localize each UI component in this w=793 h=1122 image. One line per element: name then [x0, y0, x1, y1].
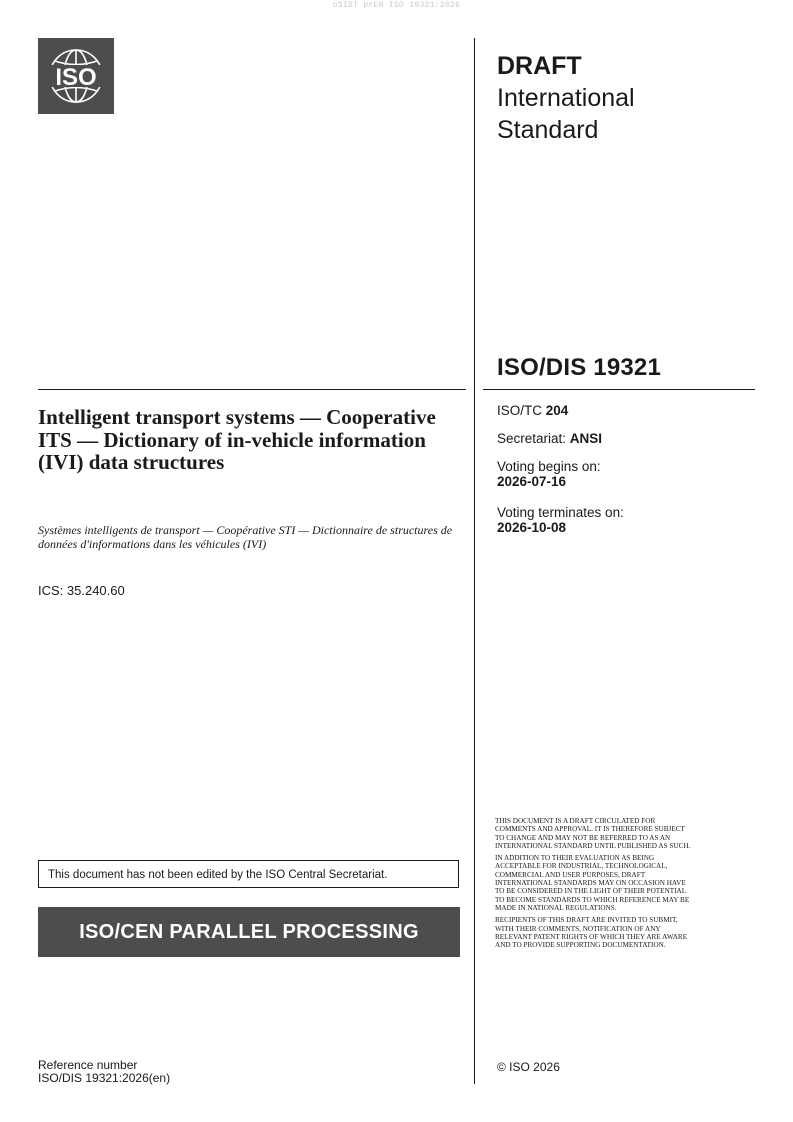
- editorial-notice: This document has not been edited by the ISO Central Secretariat.: [38, 860, 459, 888]
- tc-label: ISO/TC: [497, 403, 543, 418]
- secretariat-label: Secretariat:: [497, 431, 567, 446]
- globe-icon: [38, 38, 114, 114]
- voting-begins: [497, 459, 601, 489]
- disclaimer-paragraph: THIS DOCUMENT IS A DRAFT CIRCULATED FOR COMMENTS AND APPROVAL. IT IS THEREFORE SUBJECT TO CHANGE AND MAY NOT BE REFERRED TO AS AN INTERNATIONAL STANDARD UNTIL PUBLISHED AS SUCH.: [495, 817, 691, 850]
- voting-terminates: [497, 505, 624, 535]
- voting-terminates-date: 2026-10-08: [497, 520, 567, 535]
- title-rule-left: [38, 389, 466, 390]
- copyright-notice: © ISO 2026: [497, 1060, 560, 1074]
- draft-line-2: International: [497, 84, 635, 112]
- reference-number: [38, 1059, 170, 1085]
- reference-label: Reference number: [38, 1058, 138, 1072]
- title-rule-right: [483, 389, 755, 390]
- document-number: ISO/DIS 19321: [497, 354, 662, 381]
- disclaimer-paragraph: IN ADDITION TO THEIR EVALUATION AS BEING ACCEPTABLE FOR INDUSTRIAL, TECHNOLOGICAL, COMMERCIAL AND USER PURPOSES, DRAFT INTERNATIONAL STANDARDS MAY ON OCCASION HAVE TO BE CONSIDERED IN THE LIGHT OF THEIR POTENTIAL TO BECOME STANDARDS TO WHICH REFERENCE MAY BE MADE IN NATIONAL REGULATIONS.: [495, 854, 690, 912]
- draft-line-3: Standard: [497, 116, 599, 144]
- iso-logo: [38, 38, 114, 114]
- secretariat: [497, 431, 602, 446]
- voting-begins-label: Voting begins on:: [497, 459, 601, 474]
- voting-terminates-label: Voting terminates on:: [497, 505, 624, 520]
- voting-begins-date: 2026-07-16: [497, 474, 567, 489]
- secretariat-value: ANSI: [569, 431, 603, 446]
- reference-value: ISO/DIS 19321:2026(en): [38, 1071, 171, 1085]
- disclaimer-paragraph: RECIPIENTS OF THIS DRAFT ARE INVITED TO SUBMIT, WITH THEIR COMMENTS, NOTIFICATION OF ANY RELEVANT PATENT RIGHTS OF WHICH THEY ARE AWARE AND TO PROVIDE SUPPORTING DOCUMENTATION.: [495, 916, 688, 950]
- parallel-processing-banner: ISO/CEN PARALLEL PROCESSING: [38, 907, 460, 957]
- watermark-header: oSIST prEN ISO 19321:2026: [332, 1, 461, 10]
- document-title: Intelligent transport systems — Cooperative ITS — Dictionary of in-vehicle information (IVI) data structures: [38, 405, 436, 474]
- draft-label: [497, 50, 635, 146]
- draft-disclaimer: [495, 817, 695, 953]
- technical-committee: [497, 403, 568, 418]
- ics-code: ICS: 35.240.60: [38, 583, 125, 598]
- tc-value: 204: [545, 403, 569, 418]
- draft-line-1: DRAFT: [497, 52, 582, 80]
- document-title-french: Systèmes intelligents de transport — Coopérative STI — Dictionnaire de structures de données d'informations dans les véhicules (IVI): [38, 523, 453, 551]
- svg-text:ISO: ISO: [55, 64, 97, 91]
- column-divider: [474, 38, 475, 1084]
